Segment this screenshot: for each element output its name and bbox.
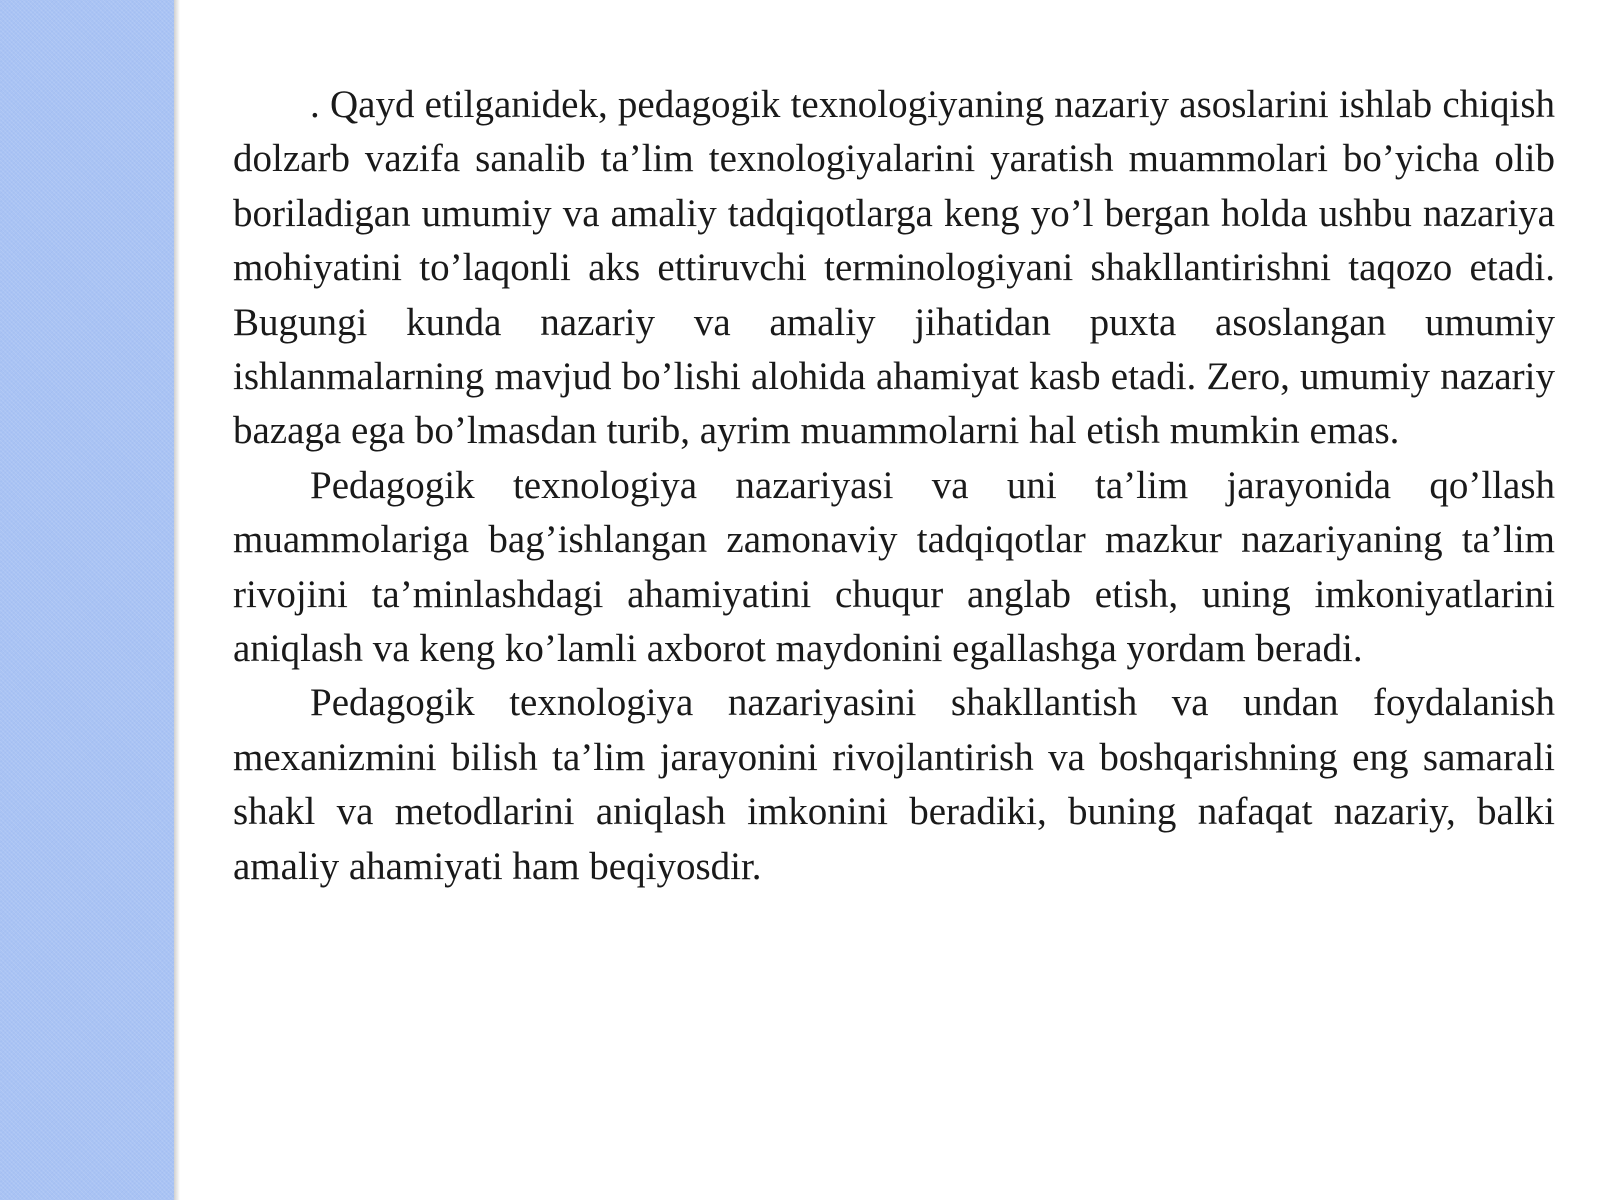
sidebar-shadow [174, 0, 180, 1200]
paragraph-2: Pedagogik texnologiya nazariyasi va uni ta’lim jarayonida qo’llash muammolariga bag’ishlangan zamonaviy tadqiqotlar mazkur nazariyaning ta’lim rivojini ta’minlashdagi ahamiyatini chuqur anglab etish, uning imkoniyatlarini aniqlash va keng ko’lamli axborot maydonini egallashga yordam beradi. [233, 463, 1555, 671]
slide-text-body [233, 78, 1555, 894]
decorative-sidebar [0, 0, 174, 1200]
paragraph-3: Pedagogik texnologiya nazariyasini shakllantish va undan foydalanish mexanizmini bilish ta’lim jarayonini rivojlantirish va boshqarishning eng samarali shakl va metodlarini aniqlash imkonini beradiki, buning nafaqat nazariy, balki amaliy ahamiyati ham beqiyosdir. [233, 681, 1555, 888]
paragraph-1: . Qayd etilganidek, pedagogik texnologiyaning nazariy asoslarini ishlab chiqish dolzarb vazifa sanalib ta’lim texnologiyalarini yaratish muammolari bo’yicha olib boriladigan umumiy va amaliy tadqiqotlarga keng yo’l bergan holda ushbu nazariya mohiyatini to’laqonli aks ettiruvchi terminologiyani shakllantirishni taqozo etadi. Bugungi kunda nazariy va amaliy jihatidan puxta asoslangan umumiy ishlanmalarning mavjud bo’lishi alohida ahamiyat kasb etadi. Zero, umumiy nazariy bazaga ega bo’lmasdan turib, ayrim muammolarni hal etish mumkin emas. [233, 83, 1555, 453]
